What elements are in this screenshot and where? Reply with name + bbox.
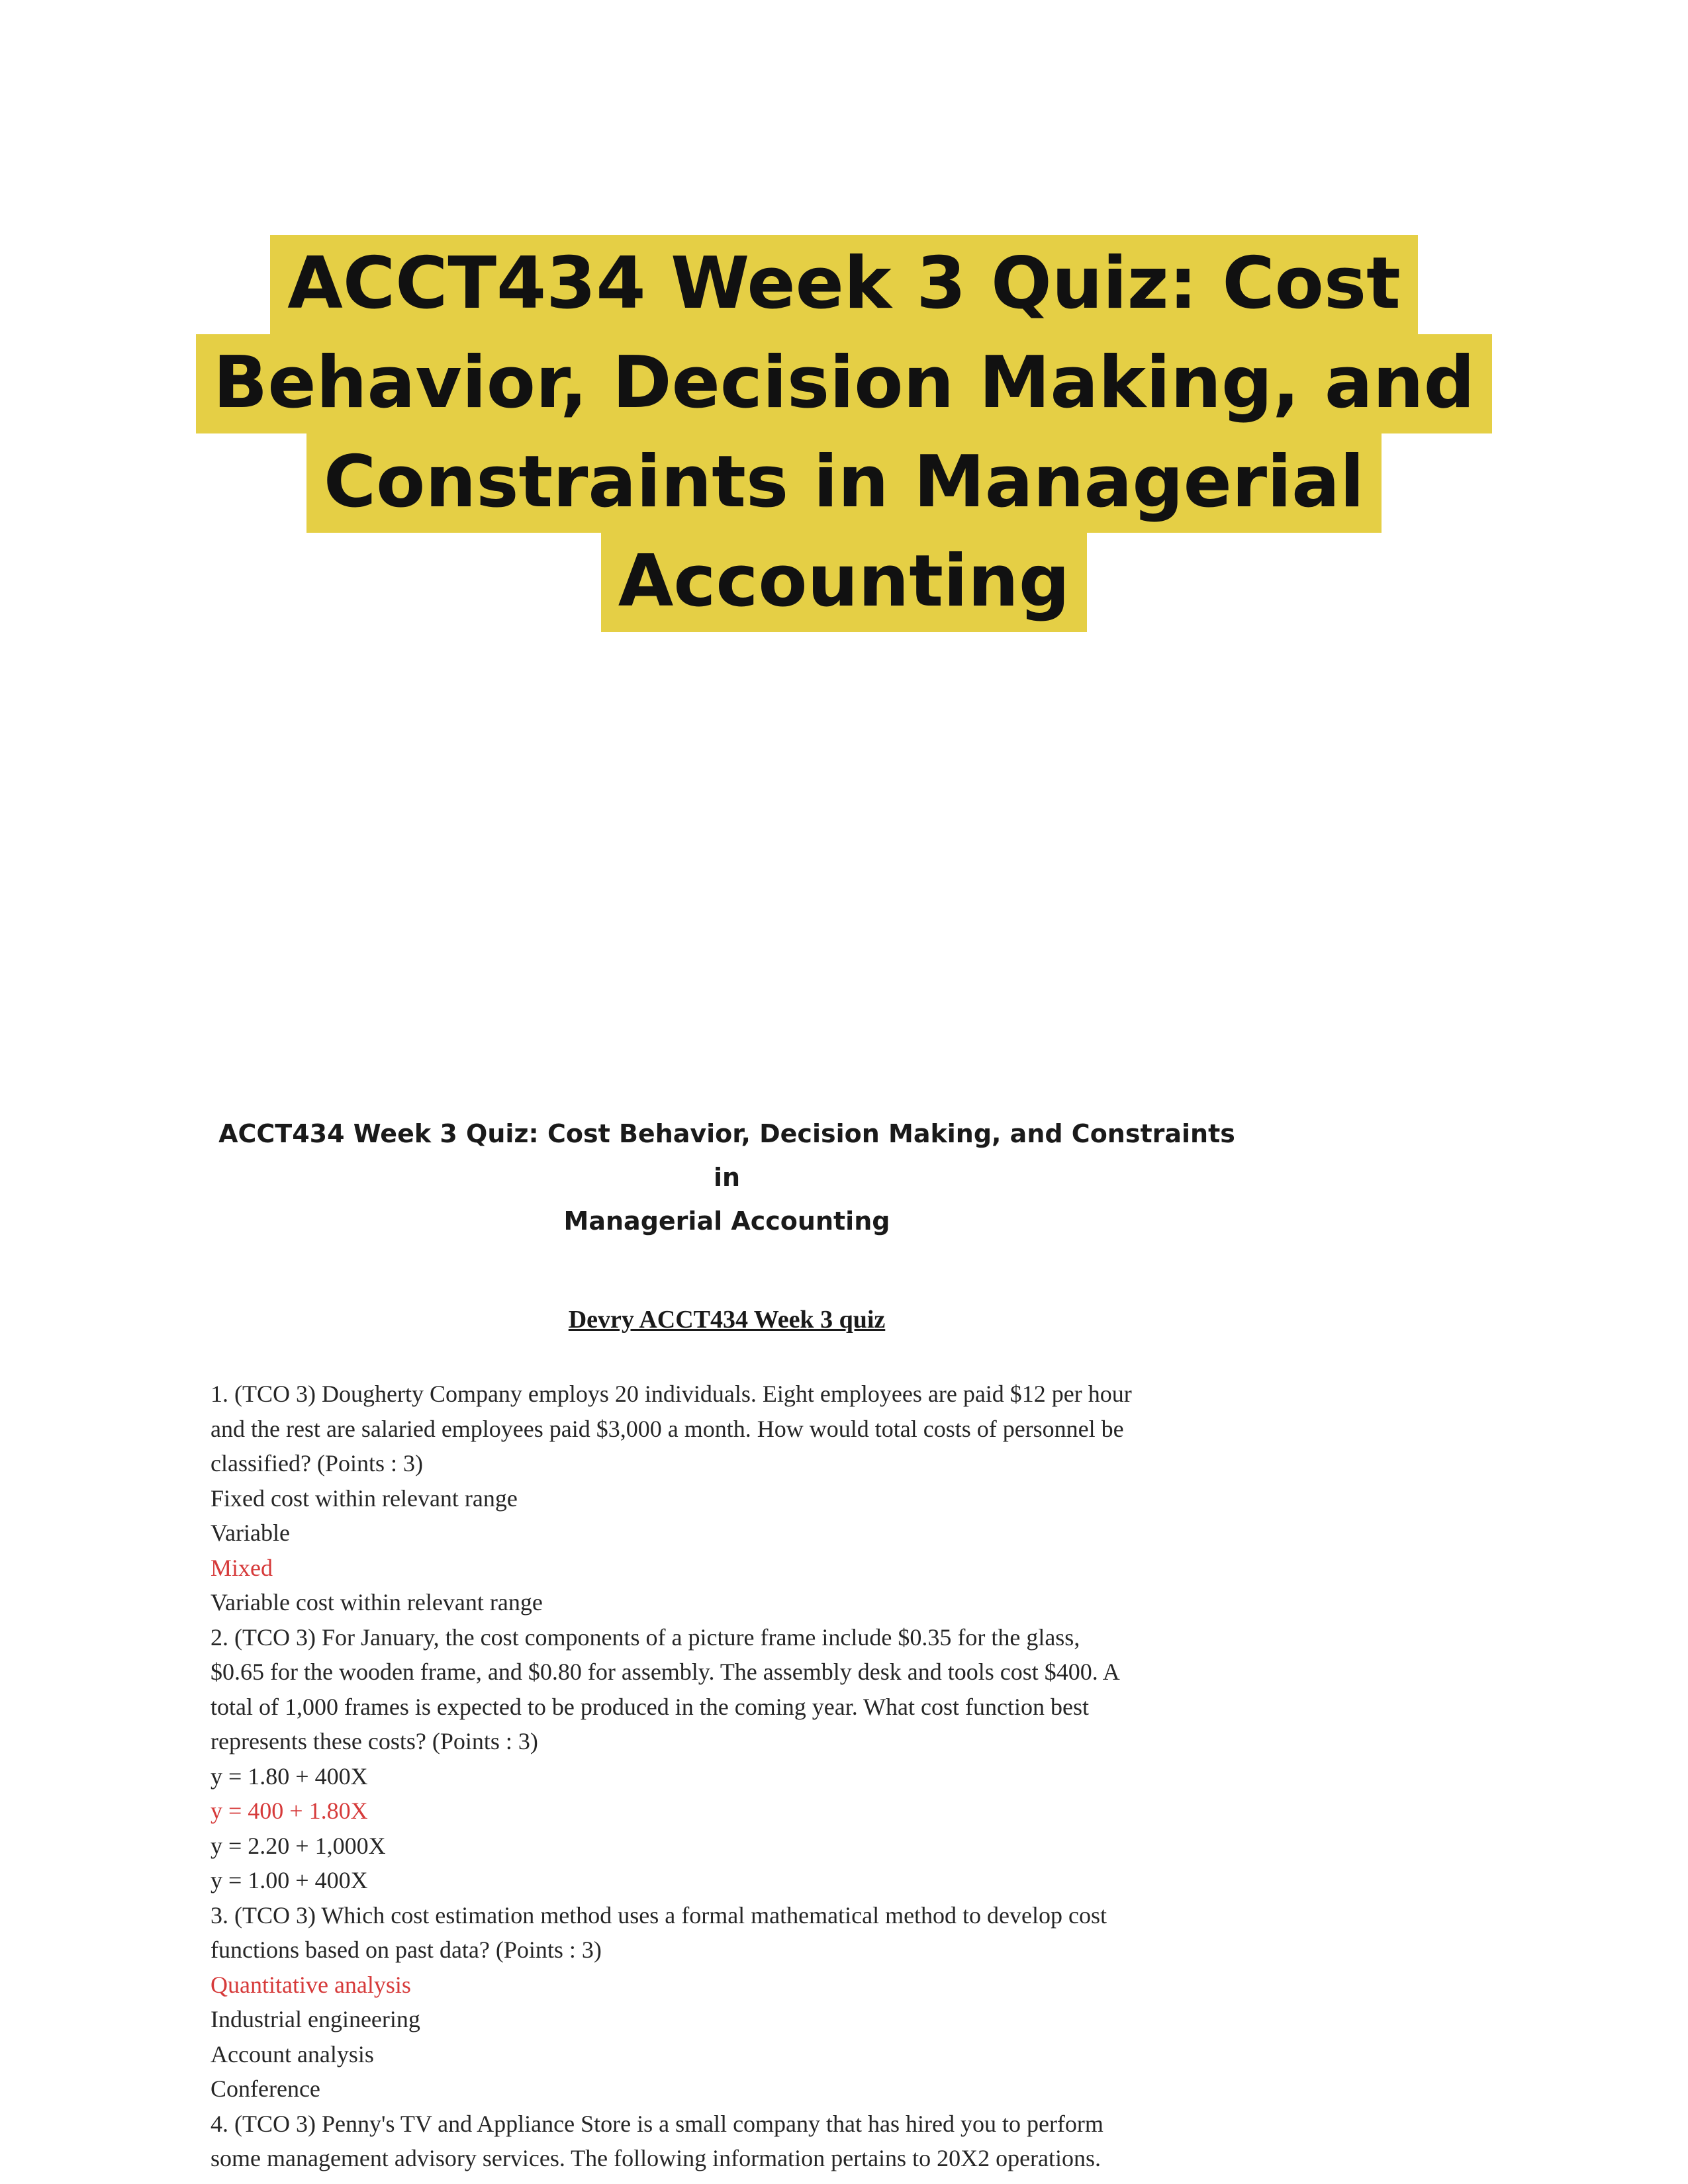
answer-option: Account analysis [211,2040,374,2068]
question-text-line: $0.65 for the wooden frame, and $0.80 for assembly. The assembly desk and tools cost $400. A [211,1659,1120,1685]
document-title-line: ACCT434 Week 3 Quiz: Cost Behavior, Decision Making, and Constraints in [218,1119,1235,1192]
question-text-line: 4. (TCO 3) Penny's TV and Appliance Store is a small company that has hired you to perform [211,2110,1103,2137]
question-block [211,2107,1243,2176]
answer-option: Conference [211,2075,320,2102]
question-text-line: total of 1,000 frames is expected to be produced in the coming year. What cost function best [211,1693,1089,1720]
answer-option: y = 1.00 + 400X [211,1867,368,1893]
question-block [211,1620,1243,1898]
cover-title-line: Constraints in Managerial [306,433,1382,533]
question-text-line: 3. (TCO 3) Which cost estimation method uses a formal mathematical method to develop cost [211,1901,1107,1929]
document-subtitle: Devry ACCT434 Week 3 quiz [568,1306,886,1334]
question-text-line: and the rest are salaried employees paid $3,000 a month. How would total costs of personnel be [211,1415,1124,1442]
answer-option: Variable cost within relevant range [211,1589,543,1615]
cover-title [0,235,1688,632]
cover-title-line: ACCT434 Week 3 Quiz: Cost [270,235,1418,334]
cover-title-line: Behavior, Decision Making, and [196,334,1492,433]
answer-option: y = 2.20 + 1,000X [211,1832,386,1859]
answer-option-correct: Mixed [211,1554,273,1581]
scanned-quiz-page [211,1112,1243,2176]
answer-option-correct: Quantitative analysis [211,1971,411,1998]
question-text-line: 1. (TCO 3) Dougherty Company employs 20 individuals. Eight employees are paid $12 per hour [211,1381,1132,1407]
document-title [211,1112,1243,1243]
answer-option: y = 1.80 + 400X [211,1762,368,1790]
question-text-line: some management advisory services. The following information pertains to 20X2 operations. [211,2145,1102,2171]
question-text-line: represents these costs? (Points : 3) [211,1728,538,1754]
cover-title-line: Accounting [601,533,1087,632]
answer-option-correct: y = 400 + 1.80X [211,1797,368,1824]
answer-option: Industrial engineering [211,2006,420,2032]
question-block [211,1898,1243,2107]
quiz-questions [211,1377,1243,2176]
question-text-line: 2. (TCO 3) For January, the cost components of a picture frame include $0.35 for the glass, [211,1623,1080,1651]
question-text-line: classified? (Points : 3) [211,1450,423,1477]
answer-option: Fixed cost within relevant range [211,1484,518,1512]
question-text-line: functions based on past data? (Points : 3) [211,1936,602,1963]
answer-option: Variable [211,1520,290,1546]
document-title-line: Managerial Accounting [563,1206,890,1236]
question-block [211,1377,1243,1620]
